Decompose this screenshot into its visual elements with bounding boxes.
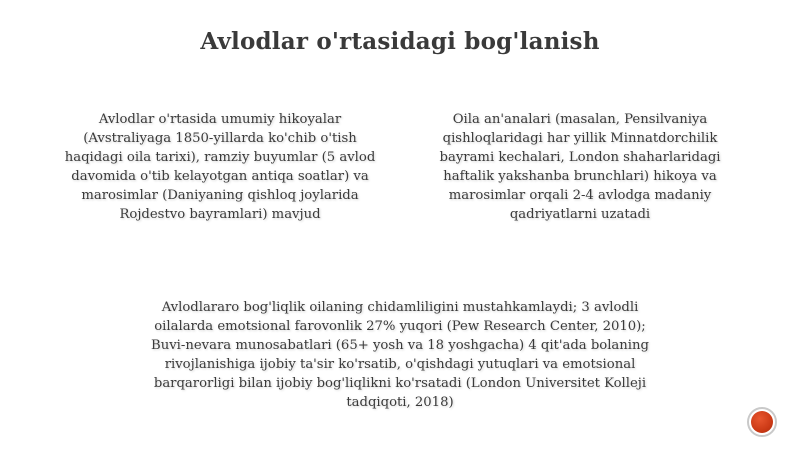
next-slide-button[interactable] (747, 407, 777, 437)
bottom-text-block: Avlodlararo bog'liqlik oilaning chidamliligini mustahkamlaydi; 3 avlodli oilalarda emotsional farovonlik 27% yuqori (Pew Research Center, 2010); Buvi-nevara munosabatlari (65+ yosh va 18 yoshgacha) 4 qit'ada bolaning rivojlanishiga ijobiy ta'sir ko'rsatib, o'qishdagi yutuqlari va emotsional barqarorligi bilan ijobiy bog'liqlikni ko'rsatadi (London Universitet Kolleji tadqiqoti, 2018) (151, 300, 649, 410)
slide-title: Avlodlar o'rtasidagi bog'lanish (200, 28, 600, 55)
left-text-block: Avlodlar o'rtasida umumiy hikoyalar (Avstraliyaga 1850-yillarda ko'chib o'tish haqidagi oila tarixi), ramziy buyumlar (5 avlod davomida o'tib kelayotgan antiqa soatlar) va marosimlar (Daniyaning qishloq joylarida Rojdestvo bayramlari) mavjud (64, 112, 376, 222)
circle-nav-icon (751, 411, 773, 433)
right-text-block: Oila an'analari (masalan, Pensilvaniya qishloqlaridagi har yillik Minnatdorchilik bayrami kechalari, London shaharlaridagi haftalik yakshanba brunchlari) hikoya va marosimlar orqali 2-4 avlodga madaniy qadriyatlarni uzatadi (439, 112, 721, 222)
